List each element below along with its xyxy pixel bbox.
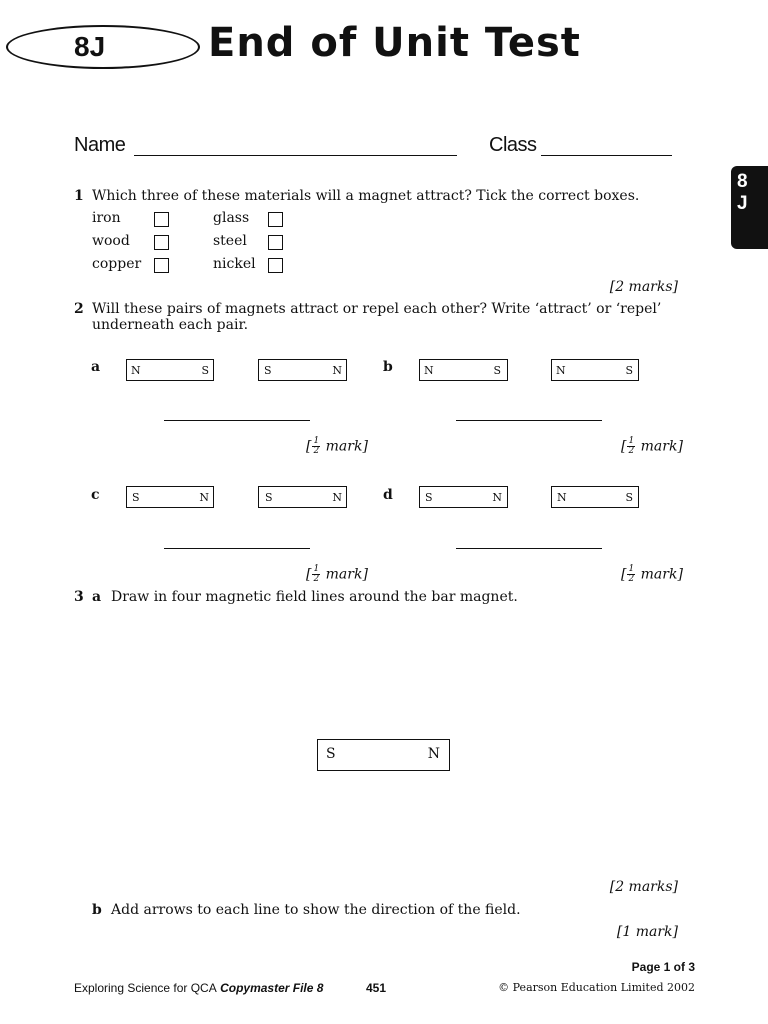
magnet-a-1 [126, 359, 214, 381]
pole-label-south: S [326, 746, 336, 762]
unit-code: 8J [74, 31, 106, 62]
pole-label: S [201, 364, 209, 377]
page-title: End of Unit Test [208, 20, 581, 66]
q1-number: 1 [74, 188, 84, 204]
side-tab [731, 166, 768, 249]
pole-label: N [557, 491, 567, 504]
pair-b-marks: [ $\frac{1}{2}$ mark] [621, 436, 683, 456]
answer-line-a[interactable] [164, 420, 310, 421]
pole-label: S [132, 491, 140, 504]
q3a-letter: a [92, 589, 102, 605]
pole-label: S [625, 491, 633, 504]
pole-label: S [264, 364, 272, 377]
footer-copyright: © Pearson Education Limited 2002 [498, 981, 695, 994]
material-label: copper [92, 256, 142, 272]
pole-label: N [424, 364, 434, 377]
name-field[interactable] [134, 155, 457, 156]
q3b-letter: b [92, 902, 102, 918]
pair-a-letter: a [91, 359, 101, 375]
magnet-b-2 [551, 359, 639, 381]
q3a-marks: [2 marks] [609, 879, 678, 895]
pair-c-marks: [ $\frac{1}{2}$ mark] [306, 564, 368, 584]
q1-text: Which three of these materials will a magnet attract? Tick the correct boxes. [92, 188, 640, 204]
pair-a-marks: [ $\frac{1}{2}$ mark] [306, 436, 368, 456]
pole-label-north: N [427, 746, 440, 762]
q3b-text: Add arrows to each line to show the direction of the field. [111, 902, 521, 918]
q3-number: 3 [74, 589, 84, 605]
answer-line-d[interactable] [456, 548, 602, 549]
side-tab-letter: J [737, 193, 748, 214]
material-label: wood [92, 233, 130, 249]
unit-badge [6, 25, 200, 69]
pole-label: S [425, 491, 433, 504]
pair-d-letter: d [383, 487, 393, 503]
material-label: nickel [213, 256, 256, 272]
class-field[interactable] [541, 155, 672, 156]
footer-page-number: 451 [366, 981, 387, 995]
magnet-d-1 [419, 486, 508, 508]
q3b-marks: [1 mark] [616, 924, 678, 940]
material-label: iron [92, 210, 121, 226]
pair-c-letter: c [91, 487, 100, 503]
magnet-c-2 [258, 486, 347, 508]
name-label: Name [74, 134, 126, 156]
pole-label: S [493, 364, 501, 377]
tick-box-iron[interactable] [154, 212, 169, 227]
q2-text-line1: Will these pairs of magnets attract or repel each other? Write ‘attract’ or ‘repel’ [92, 301, 662, 317]
bar-magnet [317, 739, 450, 771]
answer-line-c[interactable] [164, 548, 310, 549]
pair-d-marks: [ $\frac{1}{2}$ mark] [621, 564, 683, 584]
magnet-c-1 [126, 486, 214, 508]
q2-text-line2: underneath each pair. [92, 317, 249, 333]
footer-series: Exploring Science for QCA Copymaster File 8 [74, 981, 324, 995]
pole-label: N [332, 491, 342, 504]
material-label: glass [213, 210, 250, 226]
pole-label: N [556, 364, 566, 377]
footer-copymaster: Copymaster File 8 [220, 981, 324, 995]
magnet-a-2 [258, 359, 347, 381]
q1-marks: [2 marks] [609, 279, 678, 295]
tick-box-copper[interactable] [154, 258, 169, 273]
pole-label: S [625, 364, 633, 377]
q3a-text: Draw in four magnetic field lines around the bar magnet. [111, 589, 518, 605]
tick-box-glass[interactable] [268, 212, 283, 227]
pole-label: S [265, 491, 273, 504]
tick-box-nickel[interactable] [268, 258, 283, 273]
pole-label: N [199, 491, 209, 504]
class-label: Class [489, 134, 537, 156]
page-indicator: Page 1 of 3 [631, 960, 695, 974]
magnet-d-2 [551, 486, 639, 508]
q2-number: 2 [74, 301, 84, 317]
pole-label: N [492, 491, 502, 504]
tick-box-wood[interactable] [154, 235, 169, 250]
material-label: steel [213, 233, 247, 249]
answer-line-b[interactable] [456, 420, 602, 421]
magnet-b-1 [419, 359, 508, 381]
tick-box-steel[interactable] [268, 235, 283, 250]
pole-label: N [332, 364, 342, 377]
side-tab-number: 8 [737, 171, 748, 192]
pair-b-letter: b [383, 359, 393, 375]
pole-label: N [131, 364, 141, 377]
